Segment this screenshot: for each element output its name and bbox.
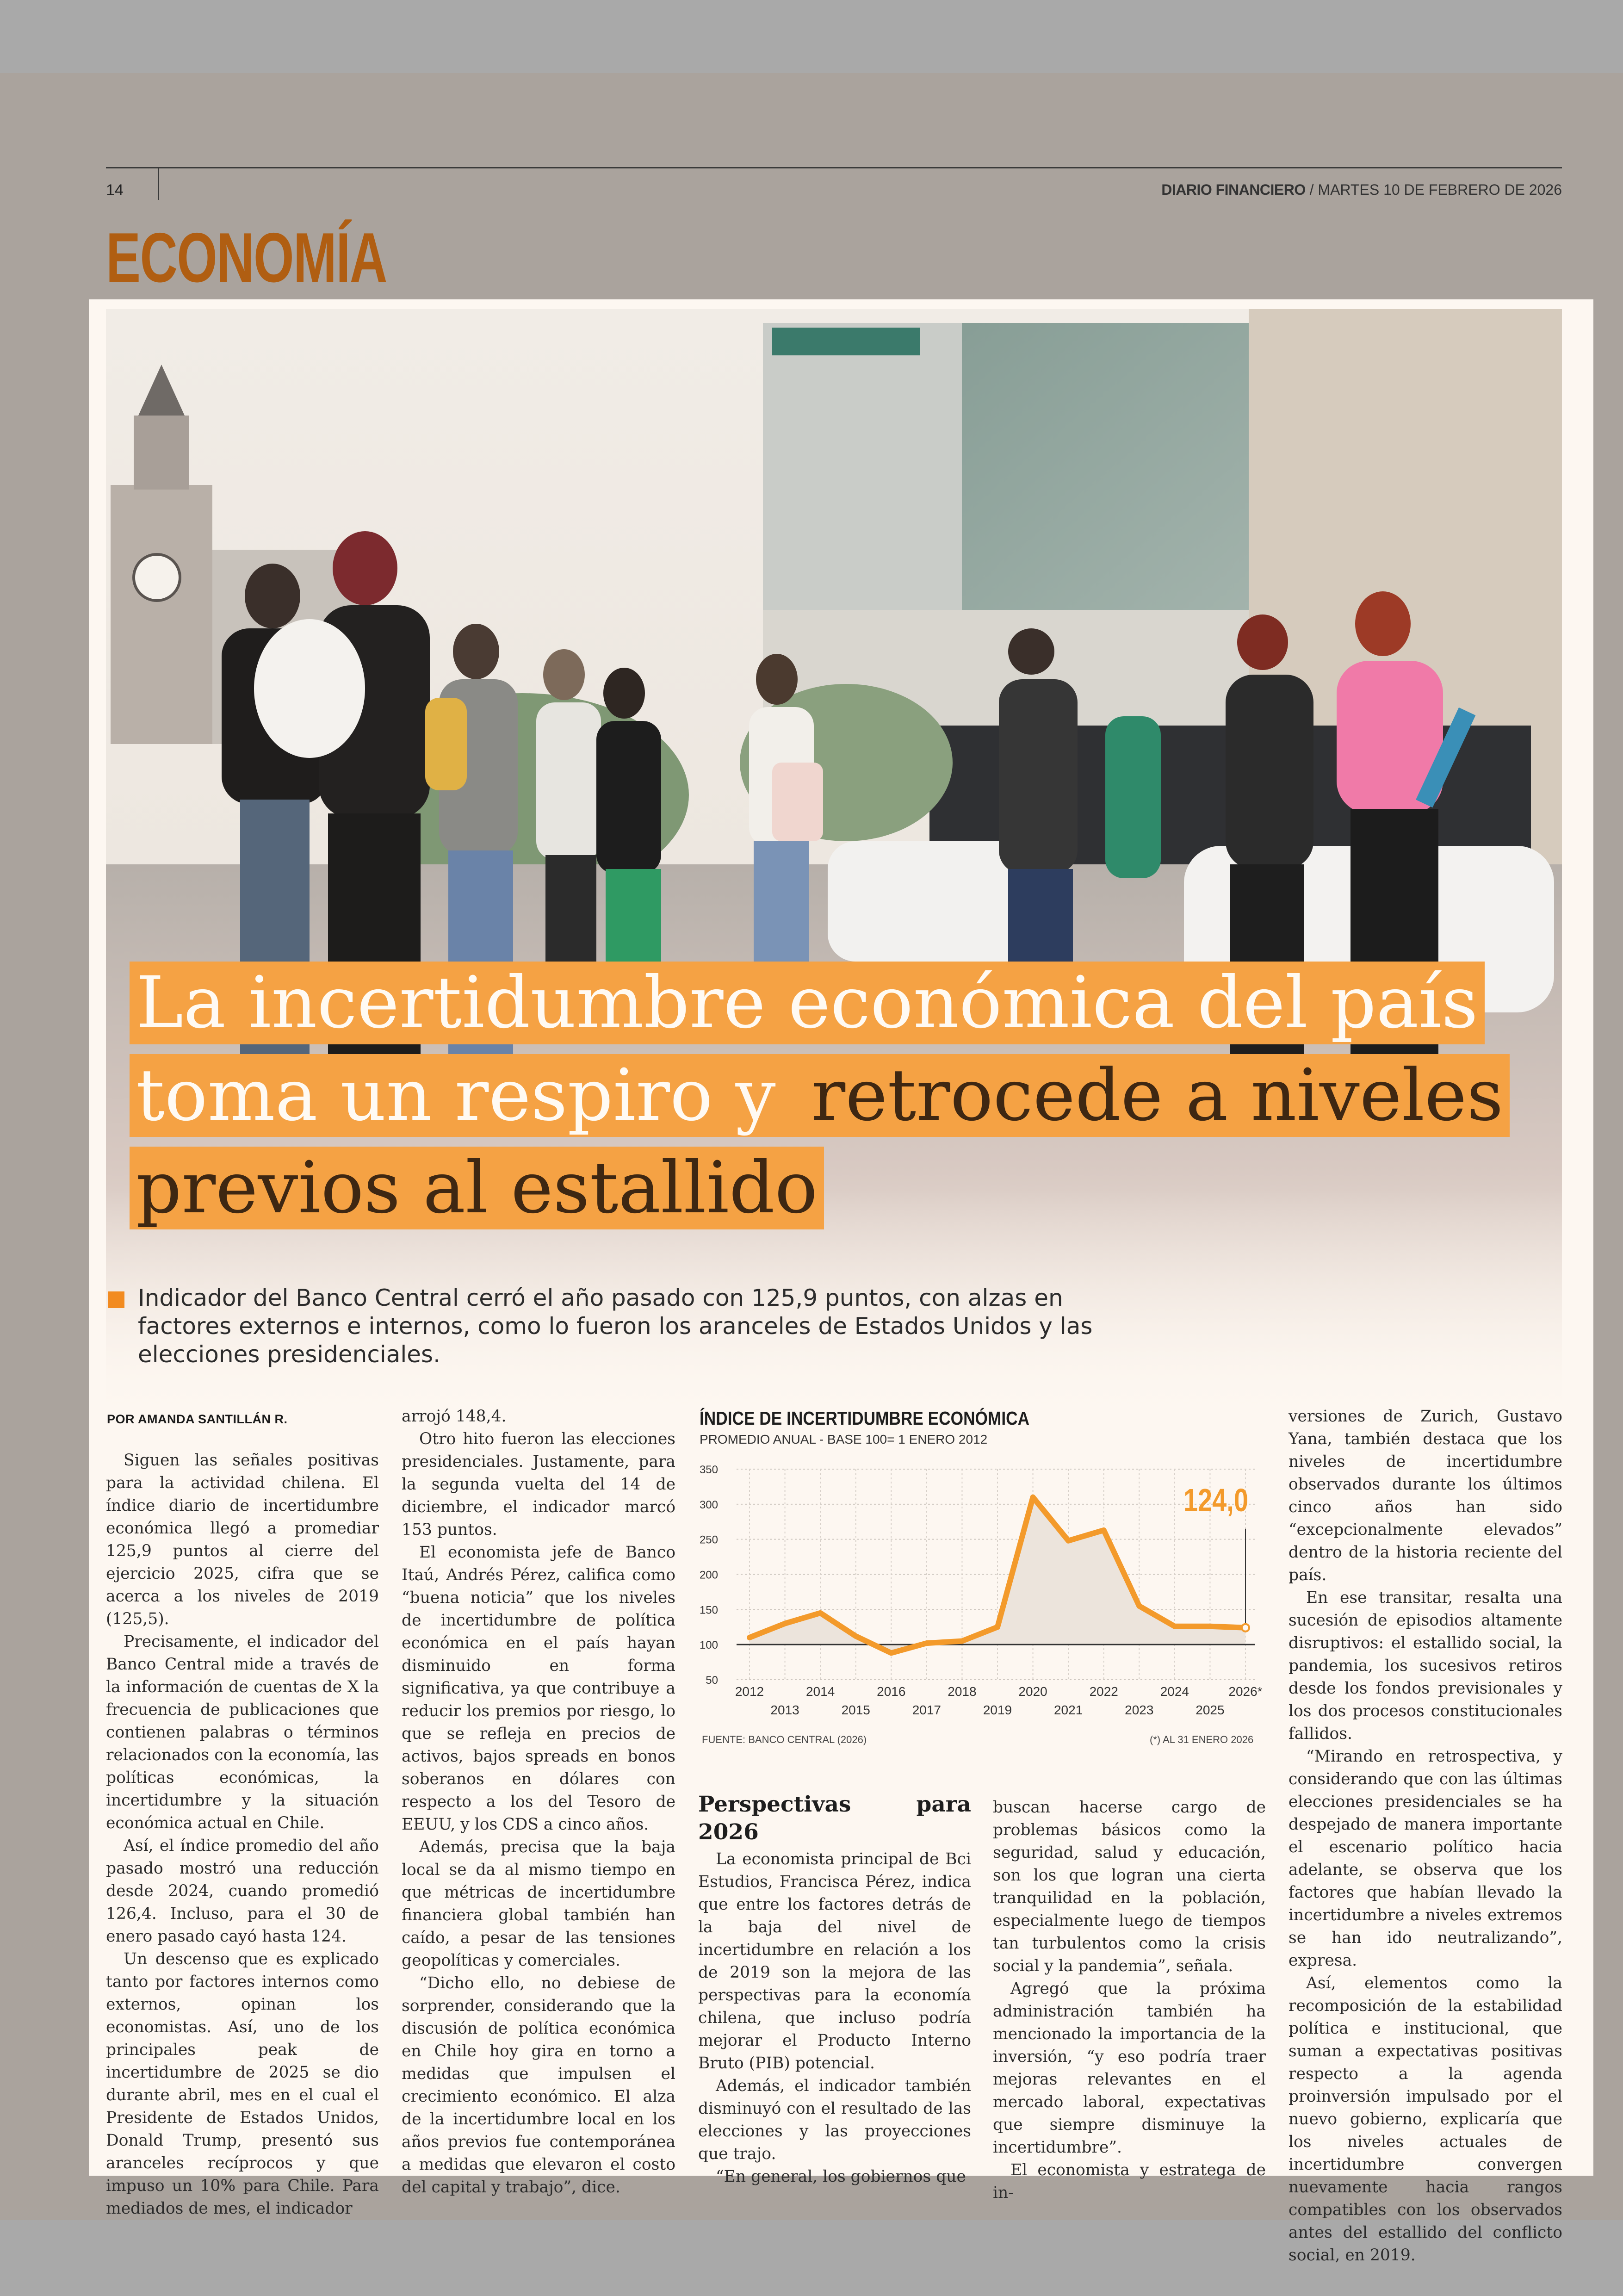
data-point <box>1068 1540 1069 1541</box>
data-point <box>1032 1496 1034 1498</box>
paragraph: Así, elementos como la recomposición de la estabilidad política e institucional, que suman a expectativas positivas respecto a la agenda proinversión impulsado por el nuevo gobierno, explicaría que los niveles actuales de incertidumbre convergen nuevamente hacia rangos compatibles con los observados antes del estallido del conflicto social, en 2019. <box>1288 1974 1562 2265</box>
paragraph: Otro hito fueron las elecciones presidenciales. Justamente, para la segunda vuelta del 14 de diciembre, el indicador marcó 153 puntos. <box>402 1430 675 1539</box>
chart-title: ÍNDICE DE INCERTIDUMBRE ECONÓMICA <box>700 1408 1030 1429</box>
data-point <box>1174 1626 1175 1627</box>
masthead <box>1161 181 1562 199</box>
paragraph: buscan hacerse cargo de problemas básicos como la seguridad, salud y educación, son los que logran una cierta tranquilidad en la población, especialmente luego de tiempos tan turbulentos como la crisis social y la pandemia”, señala. <box>993 1798 1266 1975</box>
headline <box>130 957 1518 1235</box>
paragraph: Además, el indicador también disminuyó con el resultado de las elecciones y las proyecciones que trajo. <box>698 2077 971 2163</box>
data-point <box>891 1652 892 1654</box>
x-tick-label: 2019 <box>983 1703 1012 1717</box>
callout-value: 124,0 <box>1183 1483 1248 1519</box>
article-column-2 <box>402 1405 675 2199</box>
lead-photo <box>106 309 1562 1413</box>
paragraph: “Mirando en retrospectiva, y considerando que con las últimas elecciones presidenciales se ha despejado de manera importante el escenario político hacia adelante, se observa que los factores que habían llevado la incertidumbre a niveles extremos se han ido neutralizando”, expresa. <box>1288 1747 1562 1970</box>
data-point <box>749 1637 750 1638</box>
y-tick-label: 150 <box>700 1604 718 1617</box>
headline-white-part: La incertidumbre económica del país toma un respiro y <box>130 962 1485 1137</box>
paragraph: El economista y estratega de in- <box>993 2161 1266 2202</box>
last-point-marker <box>1242 1624 1249 1632</box>
paragraph: Así, el índice promedio del año pasado mostró una reducción desde 2024, cuando promedió 126,4. Incluso, para el 30 de enero pasado cayó hasta 124. <box>106 1837 379 1946</box>
x-tick-label: 2015 <box>841 1703 870 1717</box>
x-tick-label: 2018 <box>948 1684 977 1699</box>
article-column-4 <box>993 1796 1266 2204</box>
y-tick-label: 350 <box>700 1464 718 1476</box>
x-tick-label: 2024 <box>1160 1684 1189 1699</box>
paragraph: Agregó que la próxima administración también ha mencionado la importancia de la inversión, “y eso podría traer mejoras relevantes en el mercado laboral, expectativas que siempre disminuye la incertidumbre”. <box>993 1980 1266 2157</box>
chart <box>700 1458 1269 1735</box>
x-tick-label: 2025 <box>1196 1703 1225 1717</box>
article-column-3 <box>698 1791 971 2188</box>
uncertainty-line-chart <box>700 1458 1269 1735</box>
x-tick-label: 2013 <box>770 1703 799 1717</box>
x-tick-label: 2016 <box>877 1684 906 1699</box>
paragraph: versiones de Zurich, Gustavo Yana, también destaca que los niveles de incertidumbre observados durante los últimos cinco años han sido “excepcionalmente elevados” dentro de la historia reciente del país. <box>1288 1407 1562 1584</box>
paragraph: “Dicho ello, no debiese de sorprender, considerando que la discusión de política económica en Chile hoy gira en torno a medidas que impulsen el crecimiento económico. El alza de la incertidumbre local en los años previos fue contemporánea a medidas que elevaron el costo del capital y trabajo”, dice. <box>402 1974 675 2197</box>
headline-dark-part: retrocede a niveles previos al estallido <box>130 1054 1510 1229</box>
header-rule <box>106 167 1562 168</box>
data-point <box>997 1626 998 1628</box>
x-tick-label: 2023 <box>1125 1703 1154 1717</box>
y-tick-label: 50 <box>706 1674 718 1687</box>
article-column-5 <box>1288 1405 1562 2267</box>
paragraph: Siguen las señales positivas para la actividad chilena. El índice diario de incertidumbre económica llegó a promediar 125,9 puntos al cierre del ejercicio 2025, cifra que se acerca a los niveles de 2019 (125,5). <box>106 1451 379 1628</box>
dek-bullet <box>108 1291 124 1308</box>
page-number-divider <box>158 168 159 200</box>
data-point <box>1209 1626 1211 1627</box>
y-tick-label: 100 <box>700 1639 718 1652</box>
x-tick-label: 2014 <box>805 1684 835 1699</box>
publication-name: DIARIO FINANCIERO <box>1161 181 1306 198</box>
paragraph: Además, precisa que la baja local se da al mismo tiempo en que métricas de incertidumbre financiera global también han caído, a pesar de las tensiones geopolíticas y comerciales. <box>402 1838 675 1970</box>
data-point <box>820 1612 821 1613</box>
section-title: ECONOMÍA <box>106 218 387 297</box>
paragraph: En ese transitar, resalta una sucesión de episodios altamente disruptivos: el estallido social, la pandemia, los sucesivos retiros desde los fondos previsionales y los dos procesos constitucionales fallidos. <box>1288 1589 1562 1743</box>
data-point <box>1139 1605 1140 1607</box>
byline: POR AMANDA SANTILLÁN R. <box>107 1412 288 1426</box>
chart-subtitle: PROMEDIO ANUAL - BASE 100= 1 ENERO 2012 <box>700 1432 988 1446</box>
x-tick-label: 2021 <box>1053 1703 1083 1717</box>
street-scene-illustration <box>106 309 1562 1413</box>
data-point <box>1103 1529 1104 1531</box>
subheading: Perspectivas para 2026 <box>698 1792 971 1845</box>
paragraph: La economista principal de Bci Estudios, Francisca Pérez, indica que entre los factores detrás de la baja del nivel de incertidumbre en relación a los de 2019 son la mejora de las perspectivas para la economía chilena, que incluso podría mejorar el Producto Interno Bruto (PIB) potencial. <box>698 1850 971 2073</box>
x-tick-label: 2020 <box>1018 1684 1047 1699</box>
y-tick-label: 300 <box>700 1498 718 1511</box>
data-point <box>784 1623 786 1624</box>
data-point <box>961 1640 963 1642</box>
chart-note: (*) AL 31 ENERO 2026 <box>1150 1734 1254 1745</box>
paragraph: Precisamente, el indicador del Banco Central mide a través de la información de cuentas de X la frecuencia de publicaciones que contienen palabras o términos relacionados con la economía, las políticas económicas, la incertidumbre y la situación económica actual en Chile. <box>106 1632 379 1832</box>
chart-source: FUENTE: BANCO CENTRAL (2026) <box>702 1734 867 1745</box>
x-tick-label: 2017 <box>912 1703 942 1717</box>
y-tick-label: 250 <box>700 1533 718 1546</box>
paragraph: Un descenso que es explicado tanto por factores internos como externos, opinan los economistas. Así, uno de los principales peak de incertidumbre de 2025 se dio durante abril, mes en el cual el Presidente de Estados Unidos, Donald Trump, presentó sus aranceles recíprocos y que impuso un 10% para Chile. Para mediados de mes, el indicador <box>106 1950 379 2218</box>
paragraph: “En general, los gobiernos que <box>716 2167 966 2186</box>
data-point <box>855 1635 856 1637</box>
x-tick-label: 2012 <box>735 1684 764 1699</box>
x-tick-label: 2026* <box>1228 1684 1263 1699</box>
y-tick-label: 200 <box>700 1569 718 1582</box>
data-point <box>926 1643 927 1644</box>
paragraph: El economista jefe de Banco Itaú, Andrés Pérez, califica como “buena noticia” que los niveles de incertidumbre de política económica en el país hayan disminuido en forma significativa, ya que contribuye a reducir los premios por riesgo, lo que se refleja en precios de activos, bajos spreads en bonos soberanos en dólares con respecto a los del Tesoro de EEUU, y los CDS a cinco años. <box>402 1543 675 1834</box>
dek: Indicador del Banco Central cerró el año pasado con 125,9 puntos, con alzas en factores externos e internos, como lo fueron los aranceles de Estados Unidos y las elecciones presidenciales. <box>138 1285 1093 1368</box>
page-number: 14 <box>106 181 124 199</box>
paragraph: arrojó 148,4. <box>402 1407 507 1426</box>
x-tick-label: 2022 <box>1089 1684 1118 1699</box>
article-column-1 <box>106 1449 379 2220</box>
issue-date: / MARTES 10 DE FEBRERO DE 2026 <box>1305 181 1562 198</box>
